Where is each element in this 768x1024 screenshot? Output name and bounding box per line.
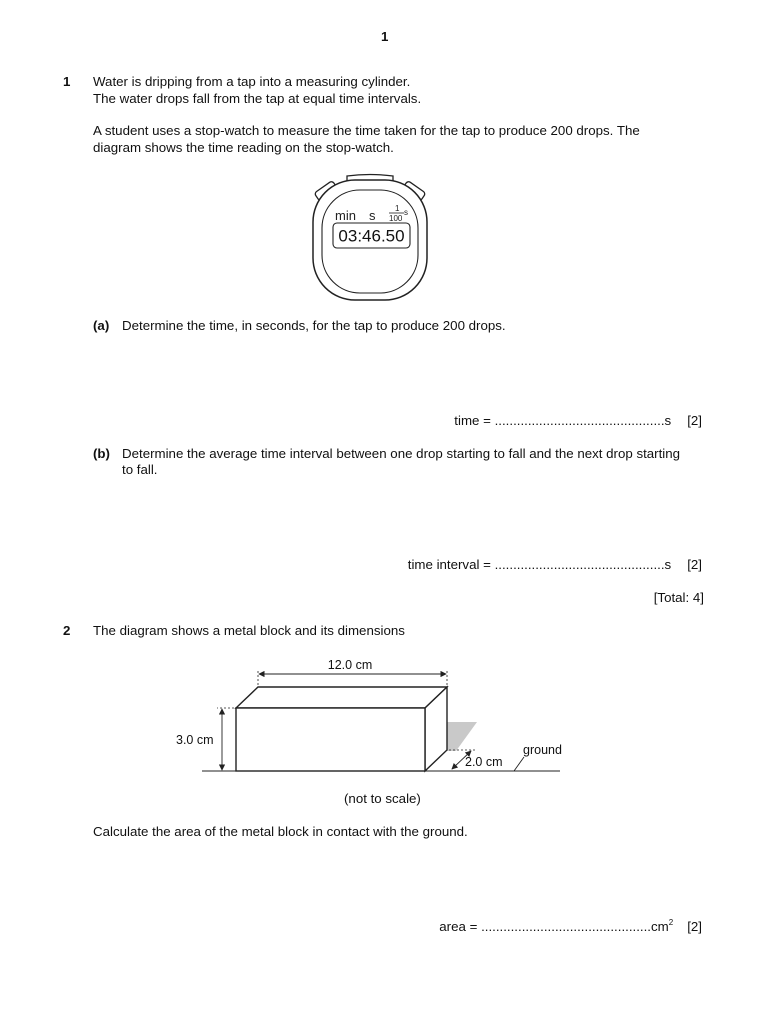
block-shadow [446, 722, 477, 751]
q1-paragraph-line-1: A student uses a stop-watch to measure the time taken for the tap to produce 200 drops. The [93, 123, 640, 138]
stopwatch-diagram [305, 172, 435, 304]
q1-part-a-label: (a) [93, 318, 110, 333]
answer-dots: .............................................. [494, 557, 665, 572]
answer-prefix: area = [439, 919, 478, 934]
q1-intro-line-2: The water drops fall from the tap at equal time intervals. [93, 91, 422, 106]
marks: [2] [687, 413, 702, 428]
answer-unit: s [664, 413, 672, 428]
q2-intro: The diagram shows a metal block and its dimensions [93, 623, 405, 638]
answer-prefix: time interval = [407, 557, 491, 572]
answer-dots: .............................................. [481, 919, 652, 934]
q1-total-marks: [Total: 4] [653, 590, 704, 605]
length-label: 12.0 cm [327, 658, 373, 672]
block-top-face [236, 687, 447, 708]
metal-block-diagram [170, 652, 570, 782]
q1-part-b-text-line-2: to fall. [122, 462, 158, 477]
marks: [2] [687, 919, 702, 934]
answer-dots: .............................................. [494, 413, 665, 428]
ground-label: ground [523, 743, 562, 757]
q1-part-a-text: Determine the time, in seconds, for the tap to produce 200 drops. [122, 318, 506, 333]
stopwatch-fraction-unit: s [404, 208, 408, 217]
stopwatch-label-s: s [369, 208, 376, 223]
question-2-number: 2 [63, 623, 71, 638]
height-label: 3.0 cm [176, 733, 214, 747]
depth-label: 2.0 cm [465, 755, 503, 769]
marks: [2] [687, 557, 702, 572]
answer-prefix: time = [454, 413, 491, 428]
answer-unit: s [664, 557, 672, 572]
q1-part-a-answer-line [454, 413, 702, 429]
ground-pointer-line [514, 757, 524, 771]
stopwatch-reading: 03:46.50 [338, 226, 405, 246]
q1-part-b-text-line-1: Determine the average time interval between one drop starting to fall and the next drop starting [122, 446, 681, 461]
q1-part-b-label: (b) [93, 446, 110, 461]
q1-paragraph-line-2: diagram shows the time reading on the stop-watch. [93, 140, 394, 155]
answer-unit-superscript: 2 [668, 918, 674, 927]
stopwatch-fraction-numerator: 1 [395, 204, 400, 213]
q1-part-b-answer-line [408, 557, 702, 573]
question-1-number: 1 [63, 74, 71, 89]
q1-intro-line-1: Water is dripping from a tap into a measuring cylinder. [93, 74, 411, 89]
diagram-caption: (not to scale) [344, 791, 421, 806]
stopwatch-label-min: min [335, 208, 356, 223]
block-front-face [236, 708, 425, 771]
q2-question: Calculate the area of the metal block in contact with the ground. [93, 824, 468, 839]
page-number: 1 [381, 29, 389, 44]
answer-unit: cm [651, 919, 669, 934]
stopwatch-fraction-denominator: 100 [389, 214, 403, 223]
q2-answer-line [439, 919, 702, 935]
